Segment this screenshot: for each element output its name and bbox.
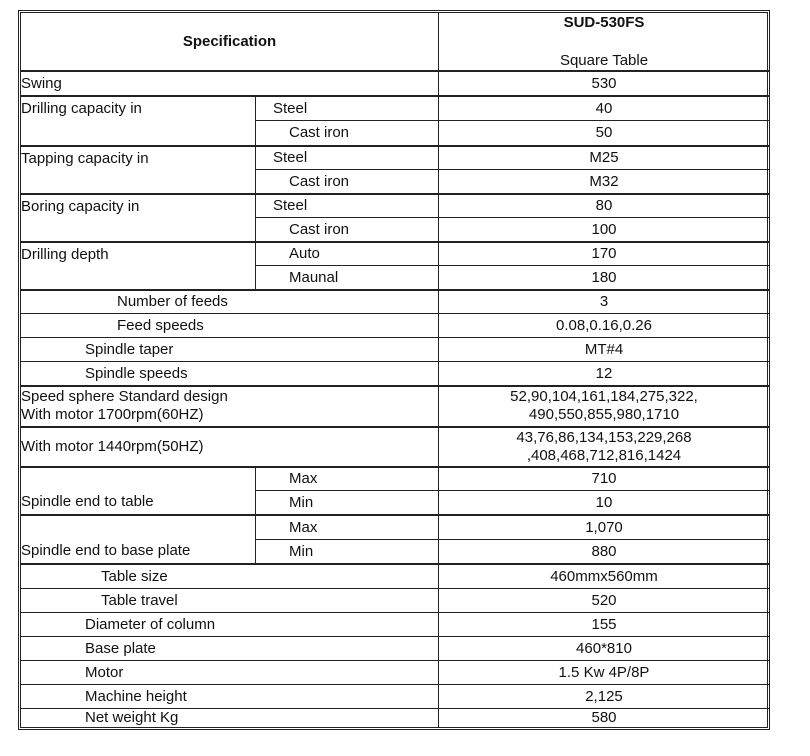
value-base-min: 880: [591, 542, 617, 560]
value-depth-auto: 170: [591, 245, 617, 262]
label-table-travel: Table travel: [101, 591, 178, 609]
label-tapping-capacity: Tapping capacity in: [21, 149, 149, 167]
value-base-plate: 460*810: [576, 639, 632, 657]
sub-depth-auto: Auto: [289, 245, 320, 262]
sub-table-max: Max: [289, 470, 318, 487]
sub-drilling-steel: Steel: [273, 99, 308, 117]
value-spindle-speeds: 12: [595, 364, 613, 382]
label-diameter-column: Diameter of column: [85, 615, 216, 633]
label-swing: Swing: [21, 74, 62, 92]
value-boring-castiron: 100: [591, 220, 617, 238]
sub-table-min: Min: [289, 493, 314, 511]
value-table-max: 710: [591, 470, 617, 487]
value-number-of-feeds: 3: [599, 293, 609, 310]
value-table-size: 460mmx560mm: [550, 567, 658, 585]
label-number-of-feeds: Number of feeds: [117, 293, 228, 310]
value-tapping-steel: M25: [589, 148, 619, 166]
sub-drilling-castiron: Cast iron: [289, 124, 350, 141]
spec-header: Specification: [182, 33, 277, 50]
label-spindle-end-base: Spindle end to base plate: [21, 542, 191, 559]
sub-boring-steel: Steel: [273, 196, 308, 214]
sub-tapping-castiron: Cast iron: [289, 172, 350, 190]
label-drilling-capacity: Drilling capacity in: [21, 99, 142, 117]
label-table-size: Table size: [101, 567, 168, 585]
label-spindle-speeds: Spindle speeds: [85, 364, 188, 382]
sub-boring-castiron: Cast iron: [289, 220, 350, 238]
sub-tapping-steel: Steel: [273, 148, 308, 166]
label-spindle-taper: Spindle taper: [85, 340, 174, 358]
label-base-plate: Base plate: [85, 639, 156, 657]
label-spindle-end-table: Spindle end to table: [21, 493, 154, 510]
value-speeds-60hz-line2: 490,550,855,980,1710: [528, 406, 680, 423]
value-motor: 1.5 Kw 4P/8P: [558, 663, 650, 681]
value-spindle-taper: MT#4: [584, 340, 624, 358]
sub-depth-manual: Maunal: [289, 268, 339, 286]
label-machine-height: Machine height: [85, 687, 187, 705]
value-machine-height: 2,125: [585, 687, 623, 705]
value-depth-manual: 180: [591, 268, 617, 286]
label-speed-sphere: Speed sphere Standard design: [21, 388, 228, 405]
value-table-travel: 520: [591, 591, 617, 609]
value-swing: 530: [591, 74, 617, 92]
value-boring-steel: 80: [595, 196, 613, 214]
value-speeds-60hz-line1: 52,90,104,161,184,275,322,: [510, 388, 698, 405]
value-table-min: 10: [595, 493, 613, 511]
value-speeds-50hz-line1: 43,76,86,134,153,229,268: [516, 429, 692, 446]
value-diameter-column: 155: [591, 615, 617, 633]
label-feed-speeds: Feed speeds: [117, 316, 204, 334]
label-net-weight: Net weight Kg: [85, 709, 179, 726]
label-drilling-depth: Drilling depth: [21, 245, 109, 263]
label-boring-capacity: Boring capacity in: [21, 197, 140, 215]
value-drilling-steel: 40: [595, 99, 613, 117]
value-base-max: 1,070: [585, 518, 623, 536]
model-header: SUD-530FS: [563, 14, 645, 31]
sub-base-min: Min: [289, 542, 314, 560]
value-net-weight: 580: [591, 709, 617, 726]
label-motor-1700: With motor 1700rpm(60HZ): [21, 406, 204, 423]
value-drilling-castiron: 50: [595, 124, 613, 141]
sub-base-max: Max: [289, 518, 318, 536]
spec-table: [18, 10, 770, 730]
label-motor-1440: With motor 1440rpm(50HZ): [21, 438, 204, 455]
label-motor: Motor: [85, 663, 124, 681]
value-speeds-50hz-line2: ,408,468,712,816,1424: [526, 447, 682, 464]
table-type-header: Square Table: [559, 52, 649, 69]
value-tapping-castiron: M32: [589, 172, 619, 190]
value-feed-speeds: 0.08,0.16,0.26: [556, 316, 652, 334]
